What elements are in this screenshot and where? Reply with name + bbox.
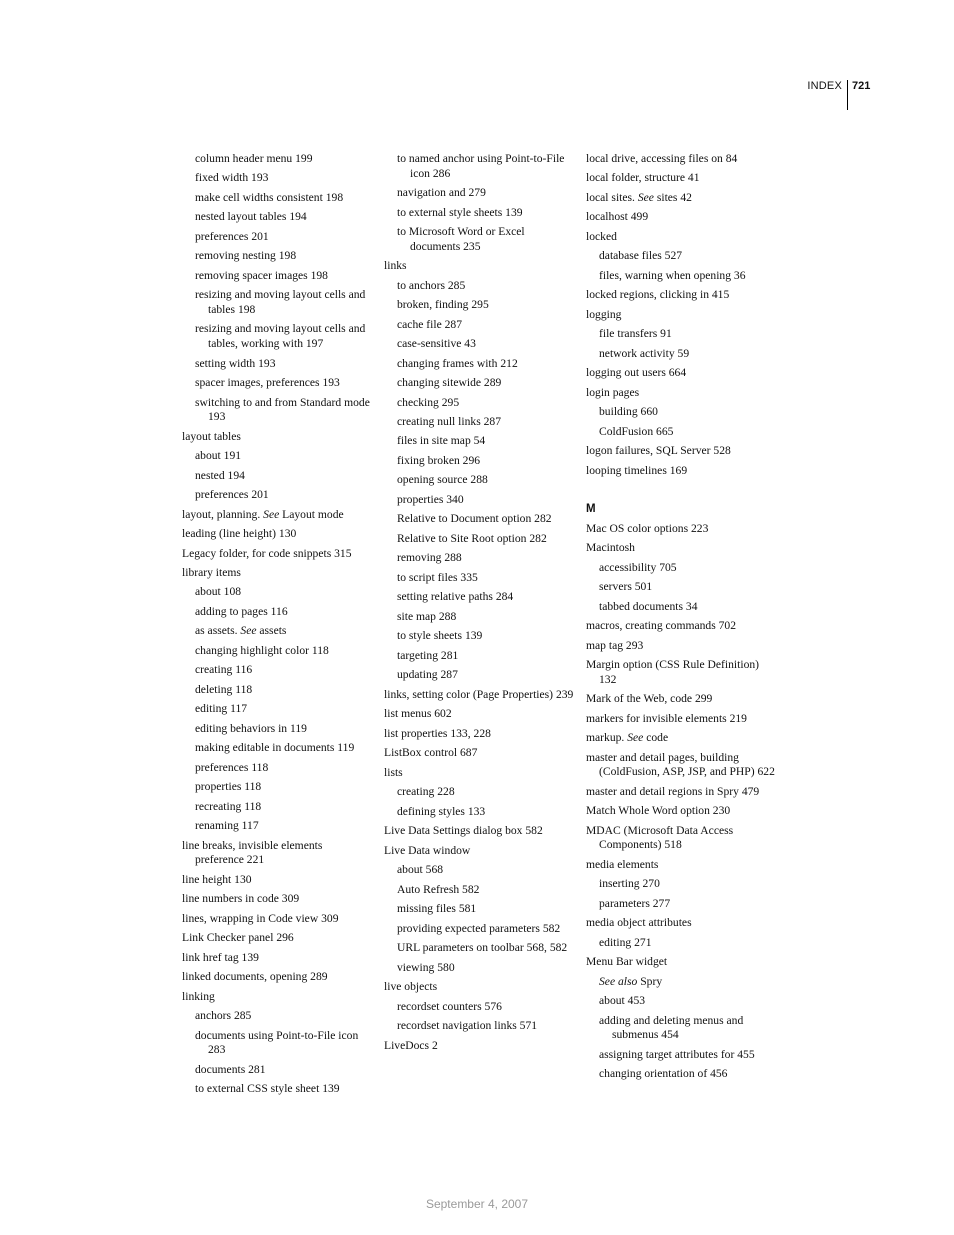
entry-text: nested layout tables 194	[195, 210, 307, 224]
index-entry	[586, 639, 778, 654]
entry-text: database files 527	[599, 249, 683, 263]
entry-text: Macintosh	[586, 541, 635, 555]
index-subentry	[182, 269, 374, 284]
index-subentry	[586, 600, 778, 615]
entry-text: Link Checker panel 296	[182, 931, 294, 945]
index-entry	[182, 892, 374, 907]
entry-text: lists	[384, 765, 403, 779]
entry-text: list menus 602	[384, 707, 452, 721]
index-subentry	[182, 741, 374, 756]
entry-text: properties 340	[397, 492, 464, 506]
entry-text: markers for invisible elements 219	[586, 711, 747, 725]
page-number: 721	[852, 80, 871, 92]
entry-text: preferences 201	[195, 488, 269, 502]
entry-text: assigning target attributes for 455	[599, 1047, 755, 1061]
index-entry	[586, 658, 778, 687]
entry-text: media elements	[586, 857, 659, 871]
entry-text: recreating 118	[195, 799, 262, 813]
entry-text: make cell widths consistent 198	[195, 190, 344, 204]
index-subentry	[182, 702, 374, 717]
entry-text: recordset navigation links 571	[397, 1019, 538, 1033]
index-subentry	[182, 152, 374, 167]
see-target: code	[643, 731, 669, 745]
index-entry	[182, 912, 374, 927]
index-entry	[586, 464, 778, 479]
index-entry	[586, 858, 778, 873]
entry-text: creating null links 287	[397, 415, 502, 428]
see-reference: See	[637, 190, 654, 204]
index-entry	[384, 688, 576, 703]
index-subentry	[182, 1082, 374, 1097]
entry-text: media object attributes	[586, 916, 692, 930]
index-subentry	[384, 941, 576, 956]
index-subentry	[384, 551, 576, 566]
index-subentry	[182, 230, 374, 245]
entry-text: creating 228	[397, 785, 455, 799]
index-entry	[586, 210, 778, 225]
entry-text: ColdFusion 665	[599, 424, 674, 438]
index-entry	[586, 916, 778, 931]
index-entry	[384, 980, 576, 995]
entry-text: logging	[586, 307, 622, 321]
index-subentry	[384, 186, 576, 201]
entry-text: MDAC (Microsoft Data Access Components) 518	[586, 823, 734, 852]
index-subentry	[586, 561, 778, 576]
index-column-2	[384, 152, 576, 1058]
index-entry	[586, 955, 778, 970]
entry-text: layout, planning.	[182, 507, 264, 521]
index-subentry	[586, 897, 778, 912]
entry-text: column header menu 199	[195, 152, 313, 165]
index-subentry	[384, 434, 576, 449]
index-subentry	[182, 800, 374, 815]
entry-text: setting width 193	[195, 356, 276, 370]
index-subentry	[384, 318, 576, 333]
entry-text: master and detail regions in Spry 479	[586, 784, 760, 798]
entry-text: changing sitewide 289	[397, 376, 502, 390]
index-subentry	[182, 624, 374, 639]
entry-text: ListBox control 687	[384, 746, 478, 760]
entry-text: login pages	[586, 385, 640, 399]
entry-text: broken, finding 295	[397, 298, 489, 312]
entry-text: changing highlight color 118	[195, 643, 329, 657]
index-subentry	[586, 994, 778, 1009]
index-subentry	[182, 249, 374, 264]
index-subentry	[384, 512, 576, 527]
index-subentry	[586, 1014, 778, 1043]
index-subentry	[384, 922, 576, 937]
see-reference: See also	[599, 974, 638, 988]
entry-text: Menu Bar widget	[586, 955, 668, 969]
entry-text: to external CSS style sheet 139	[195, 1082, 340, 1096]
entry-text: documents 281	[195, 1062, 266, 1076]
entry-text: logon failures, SQL Server 528	[586, 444, 731, 458]
index-subentry	[586, 405, 778, 420]
entry-text: accessibility 705	[599, 560, 677, 574]
index-entry	[182, 990, 374, 1005]
entry-text: making editable in documents 119	[195, 741, 355, 755]
entry-text: files, warning when opening 36	[599, 268, 746, 282]
entry-text: case-sensitive 43	[397, 337, 476, 351]
index-column-1	[182, 152, 374, 1102]
entry-text: navigation and 279	[397, 186, 486, 200]
entry-text: to external style sheets 139	[397, 205, 523, 219]
index-entry	[586, 785, 778, 800]
index-entry	[586, 619, 778, 634]
entry-text: Legacy folder, for code snippets 315	[182, 546, 352, 560]
index-subentry	[586, 1048, 778, 1063]
index-subentry	[586, 1067, 778, 1082]
entry-text: lines, wrapping in Code view 309	[182, 911, 339, 925]
entry-text: about 568	[397, 863, 444, 877]
entry-text: Mac OS color options 223	[586, 521, 709, 535]
entry-text: fixing broken 296	[397, 453, 481, 467]
entry-text: line height 130	[182, 872, 252, 886]
index-subentry	[384, 473, 576, 488]
index-entry	[384, 844, 576, 859]
entry-text: renaming 117	[195, 819, 259, 833]
entry-text: to Microsoft Word or Excel documents 235	[397, 225, 525, 253]
entry-text: as assets.	[195, 624, 241, 638]
see-target: Layout mode	[279, 507, 344, 521]
index-subentry	[182, 761, 374, 776]
index-entry	[384, 707, 576, 722]
entry-text: looping timelines 169	[586, 463, 688, 477]
index-subentry	[182, 322, 374, 351]
see-target: assets	[256, 624, 287, 638]
index-subentry	[384, 863, 576, 878]
entry-text: to anchors 285	[397, 278, 466, 292]
entry-text: preferences 118	[195, 760, 269, 774]
index-subentry	[384, 1000, 576, 1015]
index-column-3	[586, 152, 778, 1087]
entry-text: localhost 499	[586, 210, 649, 224]
entry-text: removing nesting 198	[195, 249, 297, 263]
running-header-label: INDEX	[807, 80, 842, 92]
section-letter: M	[586, 503, 596, 516]
entry-text: links	[384, 259, 407, 273]
entry-text: to named anchor using Point-to-File icon 286	[397, 152, 565, 180]
index-entry	[586, 288, 778, 303]
index-subentry	[384, 571, 576, 586]
entry-text: linking	[182, 989, 215, 1003]
entry-text: changing orientation of 456	[599, 1067, 728, 1081]
entry-text: setting relative paths 284	[397, 590, 514, 604]
entry-text: targeting 281	[397, 648, 459, 662]
index-entry	[586, 751, 778, 780]
entry-text: to style sheets 139	[397, 629, 483, 643]
index-entry	[586, 522, 778, 537]
entry-text: fixed width 193	[195, 171, 269, 185]
see-target: sites 42	[653, 190, 692, 204]
entry-text: nested 194	[195, 468, 245, 482]
index-subentry	[384, 279, 576, 294]
entry-text: library items	[182, 565, 241, 579]
entry-text: inserting 270	[599, 877, 660, 891]
index-subentry	[182, 449, 374, 464]
entry-text: URL parameters on toolbar 568, 582	[397, 941, 568, 955]
entry-text: line numbers in code 309	[182, 892, 300, 906]
entry-text: cache file 287	[397, 317, 463, 331]
footer-date: September 4, 2007	[425, 1197, 529, 1211]
index-entry	[182, 430, 374, 445]
see-reference: See	[627, 731, 644, 745]
entry-text: locked regions, clicking in 415	[586, 288, 730, 302]
index-entry	[586, 712, 778, 727]
index-subentry	[182, 171, 374, 186]
index-entry	[182, 508, 374, 523]
index-subentry	[384, 357, 576, 372]
entry-text: linked documents, opening 289	[182, 970, 328, 984]
header-divider	[847, 80, 848, 110]
entry-text: removing 288	[397, 551, 462, 565]
entry-text: Live Data window	[384, 843, 471, 857]
index-subentry	[384, 376, 576, 391]
index-subentry	[384, 649, 576, 664]
entry-text: file transfers 91	[599, 327, 672, 341]
index-entry	[586, 804, 778, 819]
entry-text: local sites.	[586, 190, 638, 204]
index-subentry	[586, 975, 778, 990]
entry-text: network activity 59	[599, 346, 690, 360]
index-subentry	[182, 1029, 374, 1058]
entry-text: resizing and moving layout cells and tables 198	[195, 288, 366, 316]
index-subentry	[384, 785, 576, 800]
index-subentry	[586, 936, 778, 951]
entry-text: Auto Refresh 582	[397, 882, 480, 896]
entry-text: editing behaviors in 119	[195, 721, 307, 735]
index-subentry	[182, 357, 374, 372]
index-entry	[182, 970, 374, 985]
entry-text: site map 288	[397, 609, 457, 623]
index-subentry	[182, 722, 374, 737]
index-subentry	[384, 415, 576, 430]
index-subentry	[182, 780, 374, 795]
entry-text: changing frames with 212	[397, 356, 518, 370]
entry-text: macros, creating commands 702	[586, 619, 737, 633]
index-subentry	[384, 493, 576, 508]
entry-text: map tag 293	[586, 638, 644, 652]
entry-text: locked	[586, 229, 617, 243]
index-subentry	[182, 469, 374, 484]
index-subentry	[182, 210, 374, 225]
index-entry	[384, 824, 576, 839]
entry-text: adding to pages 116	[195, 604, 288, 618]
index-subentry	[384, 298, 576, 313]
index-subentry	[384, 1019, 576, 1034]
entry-text: master and detail pages, building (ColdFusion, ASP, JSP, and PHP) 622	[586, 750, 775, 779]
entry-text: link href tag 139	[182, 950, 259, 964]
entry-text: checking 295	[397, 395, 460, 409]
entry-text: updating 287	[397, 668, 458, 682]
index-subentry	[586, 249, 778, 264]
entry-text: servers 501	[599, 580, 653, 594]
index-subentry	[384, 454, 576, 469]
entry-text: Live Data Settings dialog box 582	[384, 824, 543, 838]
index-subentry	[384, 590, 576, 605]
index-entry	[182, 839, 374, 868]
index-entry	[586, 692, 778, 707]
index-entry	[182, 566, 374, 581]
entry-text: list properties 133, 228	[384, 726, 491, 740]
entry-text: removing spacer images 198	[195, 268, 328, 282]
entry-text: parameters 277	[599, 896, 671, 910]
entry-text: missing files 581	[397, 902, 477, 916]
see-target: Spry	[637, 974, 663, 988]
entry-text: preferences 201	[195, 229, 269, 243]
index-subentry	[384, 532, 576, 547]
entry-text: providing expected parameters 582	[397, 921, 561, 935]
index-entry	[586, 824, 778, 853]
index-entry	[586, 731, 778, 746]
index-subentry	[182, 396, 374, 425]
index-subentry	[182, 683, 374, 698]
index-subentry	[384, 152, 576, 181]
index-subentry	[384, 206, 576, 221]
index-entry	[586, 444, 778, 459]
index-entry	[586, 366, 778, 381]
index-subentry	[384, 883, 576, 898]
entry-text: links, setting color (Page Properties) 239	[384, 687, 574, 701]
index-entry	[182, 951, 374, 966]
entry-text: resizing and moving layout cells and tables, working with 197	[195, 322, 366, 351]
index-subentry	[182, 605, 374, 620]
index-entry	[586, 230, 778, 245]
index-subentry	[384, 668, 576, 683]
entry-text: anchors 285	[195, 1009, 252, 1023]
index-subentry	[384, 629, 576, 644]
entry-text: Mark of the Web, code 299	[586, 692, 713, 706]
entry-text: LiveDocs 2	[384, 1038, 438, 1052]
section-gap	[586, 483, 778, 502]
index-entry	[586, 171, 778, 186]
index-entry	[182, 931, 374, 946]
index-subentry	[586, 327, 778, 342]
index-entry	[384, 746, 576, 761]
entry-text: viewing 580	[397, 960, 455, 974]
entry-text: layout tables	[182, 429, 241, 443]
index-subentry	[182, 288, 374, 317]
entry-text: leading (line height) 130	[182, 527, 297, 541]
index-subentry	[182, 1009, 374, 1024]
entry-text: files in site map 54	[397, 434, 486, 448]
index-entry	[586, 191, 778, 206]
index-subentry	[384, 610, 576, 625]
index-subentry	[586, 877, 778, 892]
entry-text: to script files 335	[397, 570, 478, 584]
index-subentry	[384, 961, 576, 976]
index-subentry	[384, 396, 576, 411]
index-subentry	[182, 585, 374, 600]
entry-text: recordset counters 576	[397, 999, 502, 1013]
see-reference: See	[263, 507, 280, 521]
index-entry	[586, 308, 778, 323]
index-subentry	[182, 819, 374, 834]
entry-text: local folder, structure 41	[586, 171, 700, 185]
entry-text: switching to and from Standard mode 193	[195, 395, 370, 424]
entry-text: spacer images, preferences 193	[195, 376, 340, 390]
entry-text: Relative to Site Root option 282	[397, 531, 547, 545]
index-subentry	[182, 1063, 374, 1078]
entry-text: line breaks, invisible elements preference 221	[182, 838, 323, 867]
index-subentry	[586, 347, 778, 362]
entry-text: building 660	[599, 405, 658, 419]
entry-text: Relative to Document option 282	[397, 512, 552, 526]
entry-text: Margin option (CSS Rule Definition) 132	[586, 658, 760, 686]
index-subentry	[384, 902, 576, 917]
entry-text: creating 116	[195, 663, 253, 677]
entry-text: markup.	[586, 731, 628, 745]
index-subentry	[384, 805, 576, 820]
index-subentry	[182, 191, 374, 206]
index-entry	[586, 541, 778, 556]
entry-text: defining styles 133	[397, 804, 486, 818]
index-subentry	[384, 337, 576, 352]
index-subentry	[182, 663, 374, 678]
index-entry	[384, 1039, 576, 1054]
index-subentry	[586, 580, 778, 595]
entry-text: documents using Point-to-File icon 283	[195, 1028, 359, 1057]
index-subentry	[586, 425, 778, 440]
entry-text: editing 271	[599, 935, 652, 949]
index-subentry	[182, 644, 374, 659]
entry-text: about 453	[599, 994, 646, 1008]
index-entry	[182, 873, 374, 888]
index-subentry	[182, 488, 374, 503]
entry-text: live objects	[384, 980, 438, 994]
index-entry	[384, 766, 576, 781]
index-entry	[384, 259, 576, 274]
index-subentry	[384, 225, 576, 254]
entry-text: logging out users 664	[586, 366, 687, 380]
index-entry	[182, 527, 374, 542]
index-subentry	[182, 376, 374, 391]
entry-text: local drive, accessing files on 84	[586, 152, 738, 165]
entry-text: opening source 288	[397, 473, 488, 487]
entry-text: properties 118	[195, 780, 262, 794]
index-entry	[586, 152, 778, 167]
entry-text: deleting 118	[195, 682, 253, 696]
entry-text: editing 117	[195, 702, 248, 716]
index-entry	[182, 547, 374, 562]
entry-text: about 108	[195, 585, 242, 599]
entry-text: adding and deleting menus and submenus 454	[599, 1013, 744, 1042]
entry-text: Match Whole Word option 230	[586, 804, 731, 818]
entry-text: tabbed documents 34	[599, 599, 698, 613]
index-entry	[384, 727, 576, 742]
see-reference: See	[240, 624, 257, 638]
index-entry	[586, 386, 778, 401]
index-subentry	[586, 269, 778, 284]
entry-text: about 191	[195, 449, 242, 463]
